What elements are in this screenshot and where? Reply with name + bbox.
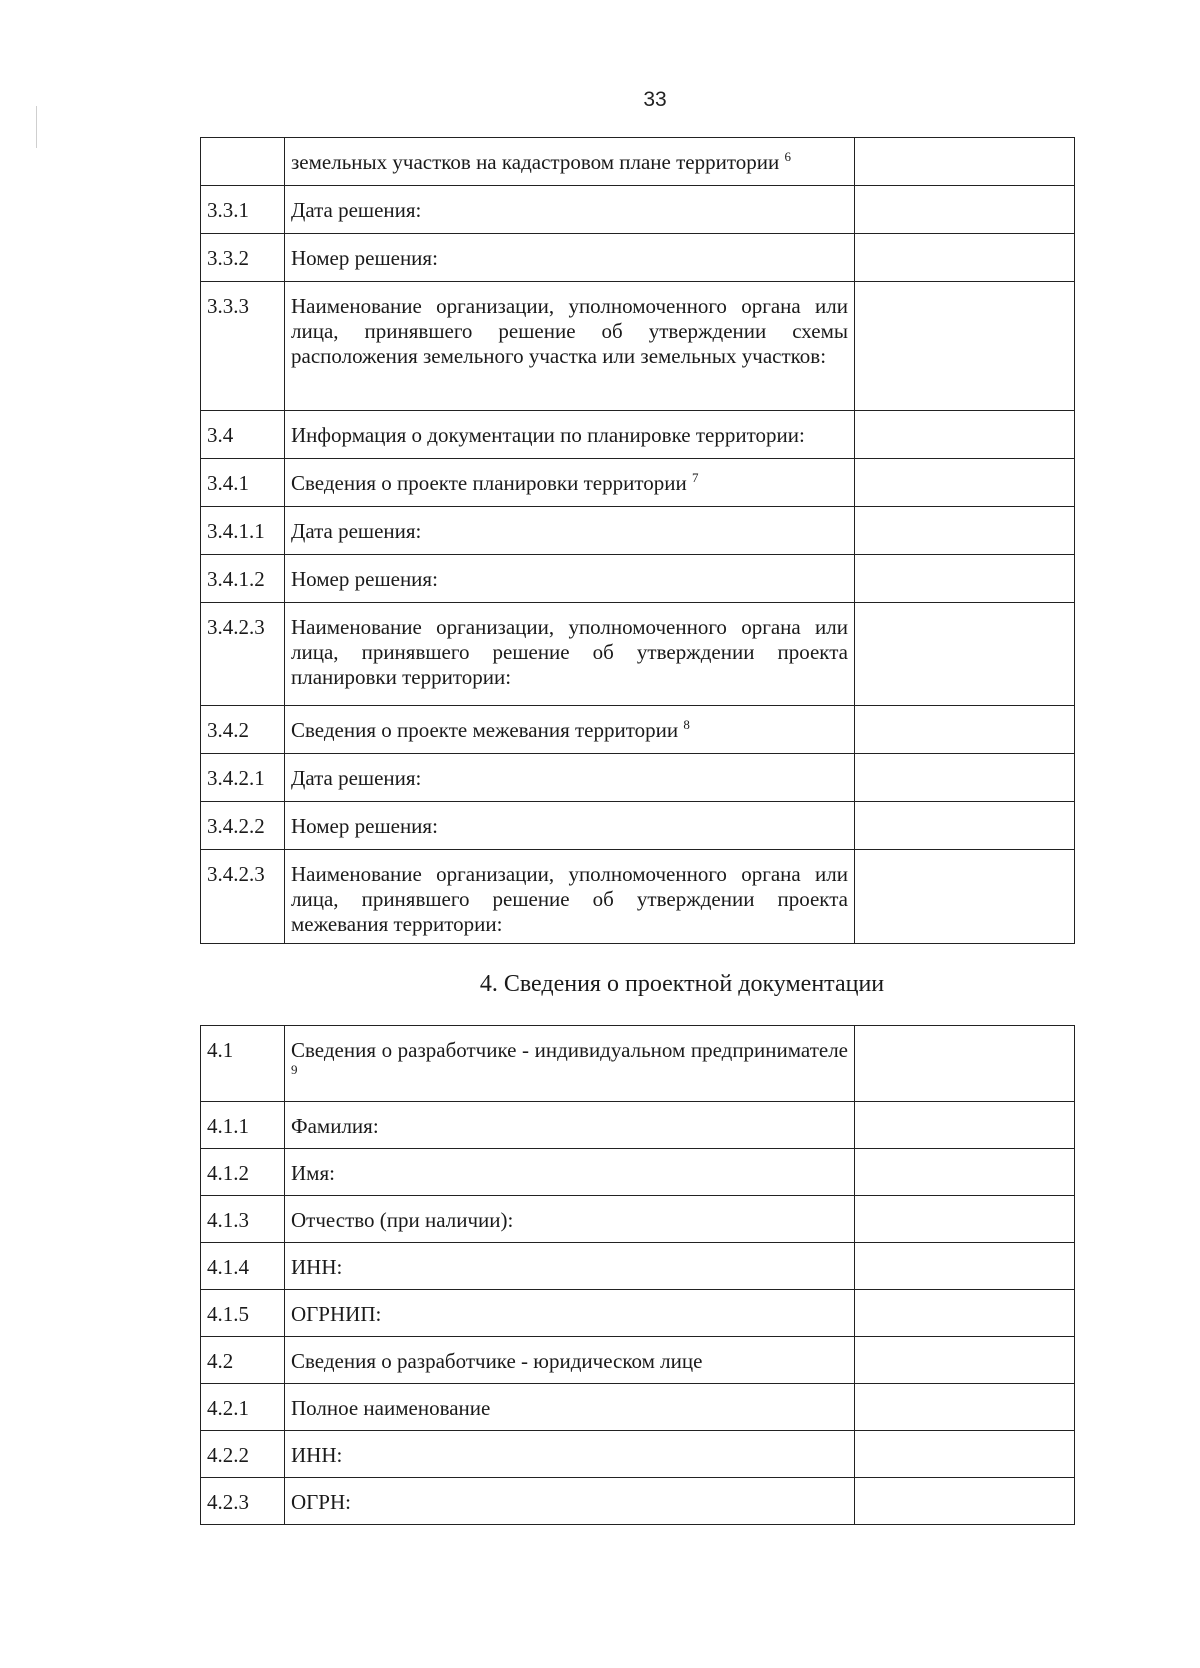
row-number: 3.3.2	[201, 234, 285, 282]
row-label	[285, 706, 855, 754]
table-row	[201, 1149, 1075, 1196]
footnote-marker: 6	[784, 149, 791, 164]
row-number: 3.3.1	[201, 186, 285, 234]
row-label	[285, 234, 855, 282]
row-value-field[interactable]	[855, 1290, 1075, 1337]
row-number: 3.4.2.2	[201, 802, 285, 850]
row-label-text: Наименование организации, уполномоченного органа или лица, принявшего решение об утверждении схемы расположения земельного участка или земельных участков:	[291, 294, 848, 368]
page-number: 33	[643, 88, 667, 111]
row-label-text: Сведения о проекте планировки территории	[291, 471, 687, 495]
row-number: 3.4.1	[201, 459, 285, 507]
row-label-text: Номер решения:	[291, 567, 438, 591]
row-value-field[interactable]	[855, 802, 1075, 850]
row-number: 3.4	[201, 411, 285, 459]
table-row	[201, 1337, 1075, 1384]
row-label	[285, 1026, 855, 1102]
scan-margin-mark	[36, 106, 37, 148]
row-value-field[interactable]	[855, 603, 1075, 706]
table-row	[201, 802, 1075, 850]
table-row	[201, 507, 1075, 555]
table-row	[201, 459, 1075, 507]
table-row	[201, 1196, 1075, 1243]
row-label-text: ИНН:	[291, 1443, 343, 1467]
row-value-field[interactable]	[855, 754, 1075, 802]
row-label-text: ИНН:	[291, 1255, 343, 1279]
table-row	[201, 138, 1075, 186]
table-row	[201, 186, 1075, 234]
row-label-text: Фамилия:	[291, 1114, 379, 1138]
table-row	[201, 1290, 1075, 1337]
row-label	[285, 186, 855, 234]
table-row	[201, 850, 1075, 944]
table-row	[201, 411, 1075, 459]
row-number: 3.4.1.2	[201, 555, 285, 603]
form-table-section-3	[200, 137, 1075, 944]
footnote-marker: 9	[291, 1062, 298, 1077]
table-row	[201, 1384, 1075, 1431]
row-label	[285, 555, 855, 603]
table-row	[201, 1243, 1075, 1290]
row-label-text: Сведения о разработчике - юридическом лице	[291, 1349, 703, 1373]
row-value-field[interactable]	[855, 555, 1075, 603]
table-row	[201, 1026, 1075, 1102]
table-row	[201, 555, 1075, 603]
table-row	[201, 1102, 1075, 1149]
row-label	[285, 282, 855, 411]
row-label-text: Дата решения:	[291, 198, 422, 222]
row-label	[285, 138, 855, 186]
row-number: 4.2	[201, 1337, 285, 1384]
table-row	[201, 1478, 1075, 1525]
row-number: 3.4.2	[201, 706, 285, 754]
row-label-text: земельных участков на кадастровом плане территории	[291, 150, 780, 174]
row-number: 4.1.4	[201, 1243, 285, 1290]
row-label-text: Наименование организации, уполномоченного органа или лица, принявшего решение об утверждении проекта планировки территории:	[291, 615, 848, 689]
row-label	[285, 1431, 855, 1478]
row-value-field[interactable]	[855, 411, 1075, 459]
row-label-text: Информация о документации по планировке территории:	[291, 423, 805, 447]
row-number: 3.3.3	[201, 282, 285, 411]
row-label	[285, 802, 855, 850]
row-label	[285, 1384, 855, 1431]
row-value-field[interactable]	[855, 138, 1075, 186]
row-value-field[interactable]	[855, 1026, 1075, 1102]
row-label-text: Номер решения:	[291, 814, 438, 838]
row-value-field[interactable]	[855, 850, 1075, 944]
row-label	[285, 411, 855, 459]
row-number: 3.4.2.1	[201, 754, 285, 802]
row-value-field[interactable]	[855, 1243, 1075, 1290]
footnote-marker: 8	[683, 717, 690, 732]
row-label-text: ОГРН:	[291, 1490, 351, 1514]
row-number: 3.4.2.3	[201, 603, 285, 706]
row-number: 4.1.3	[201, 1196, 285, 1243]
row-number: 4.1.1	[201, 1102, 285, 1149]
row-number: 4.2.3	[201, 1478, 285, 1525]
row-value-field[interactable]	[855, 1337, 1075, 1384]
table-row	[201, 234, 1075, 282]
table-row	[201, 754, 1075, 802]
row-label-text: Наименование организации, уполномоченного органа или лица, принявшего решение об утверждении проекта межевания территории:	[291, 862, 848, 936]
row-value-field[interactable]	[855, 1102, 1075, 1149]
row-number: 3.4.1.1	[201, 507, 285, 555]
row-label	[285, 1478, 855, 1525]
row-label	[285, 459, 855, 507]
section-heading: 4. Сведения о проектной документации	[479, 971, 885, 997]
row-label-text: Сведения о проекте межевания территории	[291, 718, 679, 742]
row-value-field[interactable]	[855, 1196, 1075, 1243]
row-label	[285, 1243, 855, 1290]
row-value-field[interactable]	[855, 1384, 1075, 1431]
table-row	[201, 282, 1075, 411]
footnote-marker: 7	[691, 470, 699, 485]
table-row	[201, 706, 1075, 754]
row-label-text: Полное наименование	[291, 1396, 491, 1420]
table-row	[201, 603, 1075, 706]
row-label-text: Сведения о разработчике - индивидуальном предпринимателе	[291, 1038, 848, 1062]
row-number: 4.1	[201, 1026, 285, 1102]
row-label-text: Номер решения:	[291, 246, 438, 270]
row-label	[285, 1337, 855, 1384]
row-label	[285, 1149, 855, 1196]
row-label	[285, 850, 855, 944]
row-label-text: ОГРНИП:	[291, 1302, 382, 1326]
row-number: 3.4.2.3	[201, 850, 285, 944]
table-row	[201, 1431, 1075, 1478]
row-label-text: Отчество (при наличии):	[291, 1208, 514, 1232]
row-label	[285, 1196, 855, 1243]
row-label-text: Имя:	[291, 1161, 335, 1185]
row-value-field[interactable]	[855, 507, 1075, 555]
row-value-field[interactable]	[855, 706, 1075, 754]
row-value-field[interactable]	[855, 1149, 1075, 1196]
row-label	[285, 754, 855, 802]
row-number: 4.2.1	[201, 1384, 285, 1431]
row-value-field[interactable]	[855, 1431, 1075, 1478]
row-label-text: Дата решения:	[291, 766, 422, 790]
row-label	[285, 1102, 855, 1149]
row-value-field[interactable]	[855, 282, 1075, 411]
row-label	[285, 603, 855, 706]
row-value-field[interactable]	[855, 186, 1075, 234]
row-label	[285, 1290, 855, 1337]
row-label	[285, 507, 855, 555]
row-number: 4.1.5	[201, 1290, 285, 1337]
row-value-field[interactable]	[855, 234, 1075, 282]
form-table-section-4	[200, 1025, 1075, 1525]
row-label-text: Дата решения:	[291, 519, 422, 543]
row-number: 4.2.2	[201, 1431, 285, 1478]
row-value-field[interactable]	[855, 1478, 1075, 1525]
row-value-field[interactable]	[855, 459, 1075, 507]
row-number: 4.1.2	[201, 1149, 285, 1196]
row-number	[201, 138, 285, 186]
